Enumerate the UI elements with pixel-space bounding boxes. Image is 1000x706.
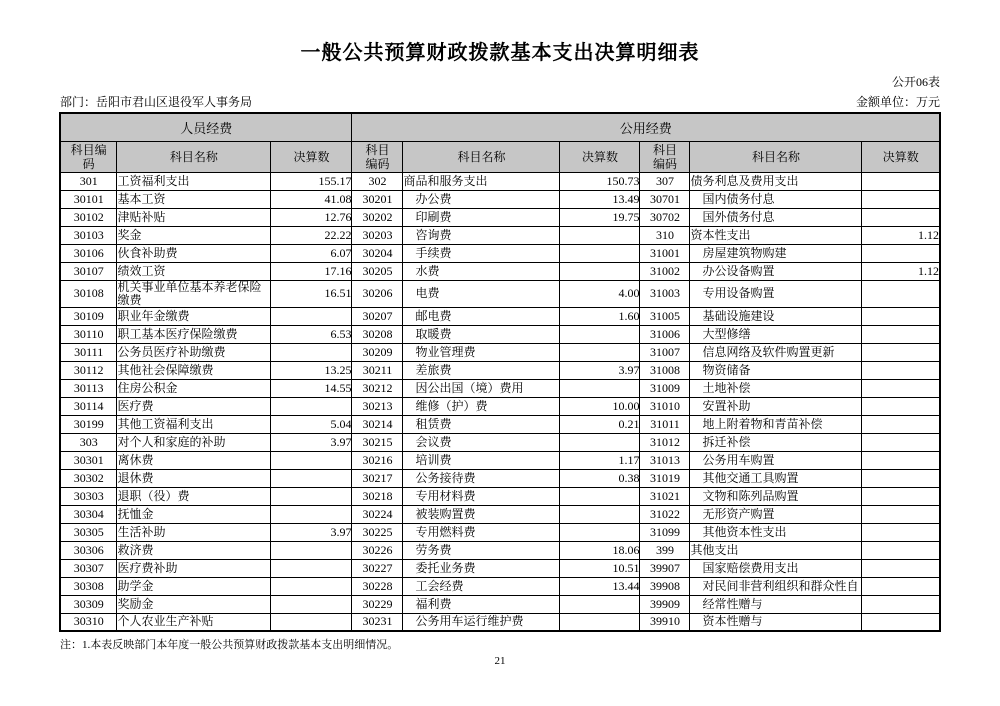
final-amount-cell: 19.75 bbox=[560, 208, 640, 226]
final-amount-cell: 6.07 bbox=[271, 244, 352, 262]
table-row bbox=[60, 505, 940, 523]
final-amount-cell bbox=[862, 559, 940, 577]
subject-name-cell: 物业管理费 bbox=[403, 343, 560, 361]
subject-code-cell: 399 bbox=[640, 541, 690, 559]
subject-code-cell: 30702 bbox=[640, 208, 690, 226]
budget-detail-table bbox=[59, 112, 941, 632]
subject-name-cell: 物资储备 bbox=[690, 361, 862, 379]
subject-name-cell: 公务用车购置 bbox=[690, 451, 862, 469]
final-amount-cell bbox=[862, 469, 940, 487]
final-amount-cell bbox=[862, 307, 940, 325]
subject-name-cell: 经常性赠与 bbox=[690, 595, 862, 613]
subject-name-cell: 电费 bbox=[403, 280, 560, 307]
column-header-row bbox=[60, 141, 940, 172]
subject-code-cell: 30701 bbox=[640, 190, 690, 208]
final-amount-cell bbox=[271, 469, 352, 487]
subject-code-cell: 30228 bbox=[352, 577, 403, 595]
subject-name-cell: 国家赔偿费用支出 bbox=[690, 559, 862, 577]
final-amount-cell: 13.44 bbox=[560, 577, 640, 595]
subject-name-cell: 无形资产购置 bbox=[690, 505, 862, 523]
subject-name-cell: 工会经费 bbox=[403, 577, 560, 595]
final-amount-cell bbox=[862, 577, 940, 595]
subject-code-cell: 30211 bbox=[352, 361, 403, 379]
column-header-cell: 科目编码 bbox=[352, 141, 403, 172]
subject-code-cell: 30102 bbox=[60, 208, 117, 226]
final-amount-cell bbox=[862, 244, 940, 262]
subject-code-cell: 31005 bbox=[640, 307, 690, 325]
table-row bbox=[60, 613, 940, 631]
subject-code-cell: 30301 bbox=[60, 451, 117, 469]
subject-code-cell: 30114 bbox=[60, 397, 117, 415]
subject-code-cell: 30231 bbox=[352, 613, 403, 631]
subject-name-cell: 咨询费 bbox=[403, 226, 560, 244]
subject-code-cell: 30107 bbox=[60, 262, 117, 280]
final-amount-cell: 6.53 bbox=[271, 325, 352, 343]
final-amount-cell bbox=[271, 307, 352, 325]
subject-code-cell: 30214 bbox=[352, 415, 403, 433]
subject-name-cell: 其他社会保障缴费 bbox=[117, 361, 271, 379]
subject-code-cell: 30302 bbox=[60, 469, 117, 487]
subject-code-cell: 31013 bbox=[640, 451, 690, 469]
subject-code-cell: 30204 bbox=[352, 244, 403, 262]
subject-code-cell: 31012 bbox=[640, 433, 690, 451]
table-row bbox=[60, 541, 940, 559]
subject-name-cell: 个人农业生产补贴 bbox=[117, 613, 271, 631]
table-row bbox=[60, 343, 940, 361]
final-amount-cell bbox=[560, 226, 640, 244]
final-amount-cell bbox=[271, 595, 352, 613]
table-row bbox=[60, 379, 940, 397]
subject-code-cell: 30227 bbox=[352, 559, 403, 577]
subject-name-cell: 商品和服务支出 bbox=[403, 172, 560, 190]
final-amount-cell: 12.76 bbox=[271, 208, 352, 226]
final-amount-cell bbox=[560, 262, 640, 280]
subject-code-cell: 31008 bbox=[640, 361, 690, 379]
subject-name-cell: 办公设备购置 bbox=[690, 262, 862, 280]
footnote: 注：1.本表反映部门本年度一般公共预算财政拨款基本支出明细情况。 bbox=[60, 639, 399, 651]
subject-code-cell: 30201 bbox=[352, 190, 403, 208]
final-amount-cell bbox=[862, 379, 940, 397]
final-amount-cell bbox=[560, 433, 640, 451]
subject-name-cell: 工资福利支出 bbox=[117, 172, 271, 190]
table-row bbox=[60, 559, 940, 577]
subject-code-cell: 30225 bbox=[352, 523, 403, 541]
final-amount-cell bbox=[271, 577, 352, 595]
final-amount-cell: 41.08 bbox=[271, 190, 352, 208]
subject-name-cell: 奖金 bbox=[117, 226, 271, 244]
final-amount-cell bbox=[862, 343, 940, 361]
subject-name-cell: 资本性支出 bbox=[690, 226, 862, 244]
subject-code-cell: 30209 bbox=[352, 343, 403, 361]
final-amount-cell: 10.00 bbox=[560, 397, 640, 415]
subject-name-cell: 拆迁补偿 bbox=[690, 433, 862, 451]
subject-code-cell: 302 bbox=[352, 172, 403, 190]
subject-name-cell: 租赁费 bbox=[403, 415, 560, 433]
final-amount-cell bbox=[862, 208, 940, 226]
subject-name-cell: 劳务费 bbox=[403, 541, 560, 559]
subject-code-cell: 30309 bbox=[60, 595, 117, 613]
subject-name-cell: 退职（役）费 bbox=[117, 487, 271, 505]
subject-name-cell: 机关事业单位基本养老保险缴费 bbox=[117, 280, 271, 307]
subject-name-cell: 维修（护）费 bbox=[403, 397, 560, 415]
final-amount-cell bbox=[271, 487, 352, 505]
subject-code-cell: 39910 bbox=[640, 613, 690, 631]
final-amount-cell bbox=[560, 244, 640, 262]
subject-code-cell: 31002 bbox=[640, 262, 690, 280]
subject-name-cell: 公务用车运行维护费 bbox=[403, 613, 560, 631]
table-row bbox=[60, 487, 940, 505]
final-amount-cell bbox=[862, 613, 940, 631]
final-amount-cell: 16.51 bbox=[271, 280, 352, 307]
subject-code-cell: 307 bbox=[640, 172, 690, 190]
table-row bbox=[60, 244, 940, 262]
subject-name-cell: 住房公积金 bbox=[117, 379, 271, 397]
final-amount-cell bbox=[862, 541, 940, 559]
subject-name-cell: 安置补助 bbox=[690, 397, 862, 415]
subject-code-cell: 31019 bbox=[640, 469, 690, 487]
subject-name-cell: 救济费 bbox=[117, 541, 271, 559]
table-row bbox=[60, 595, 940, 613]
subject-code-cell: 30216 bbox=[352, 451, 403, 469]
subject-name-cell: 房屋建筑物购建 bbox=[690, 244, 862, 262]
subject-code-cell: 31011 bbox=[640, 415, 690, 433]
final-amount-cell bbox=[862, 361, 940, 379]
subject-name-cell: 大型修缮 bbox=[690, 325, 862, 343]
final-amount-cell bbox=[560, 505, 640, 523]
final-amount-cell: 3.97 bbox=[560, 361, 640, 379]
final-amount-cell: 1.12 bbox=[862, 226, 940, 244]
table-row bbox=[60, 577, 940, 595]
subject-name-cell: 信息网络及软件购置更新 bbox=[690, 343, 862, 361]
subject-name-cell: 津贴补贴 bbox=[117, 208, 271, 226]
table-row bbox=[60, 361, 940, 379]
table-row bbox=[60, 208, 940, 226]
subject-name-cell: 基础设施建设 bbox=[690, 307, 862, 325]
final-amount-cell bbox=[862, 172, 940, 190]
subject-code-cell: 30215 bbox=[352, 433, 403, 451]
subject-code-cell: 30110 bbox=[60, 325, 117, 343]
final-amount-cell: 18.06 bbox=[560, 541, 640, 559]
table-row bbox=[60, 451, 940, 469]
subject-name-cell: 邮电费 bbox=[403, 307, 560, 325]
subject-name-cell: 地上附着物和青苗补偿 bbox=[690, 415, 862, 433]
table-row bbox=[60, 262, 940, 280]
table-row bbox=[60, 172, 940, 190]
subject-code-cell: 31007 bbox=[640, 343, 690, 361]
subject-name-cell: 绩效工资 bbox=[117, 262, 271, 280]
subject-code-cell: 31006 bbox=[640, 325, 690, 343]
subject-name-cell: 差旅费 bbox=[403, 361, 560, 379]
subject-code-cell: 39909 bbox=[640, 595, 690, 613]
subject-code-cell: 31099 bbox=[640, 523, 690, 541]
subject-code-cell: 31003 bbox=[640, 280, 690, 307]
subject-code-cell: 30308 bbox=[60, 577, 117, 595]
final-amount-cell bbox=[560, 379, 640, 397]
subject-code-cell: 30310 bbox=[60, 613, 117, 631]
subject-name-cell: 委托业务费 bbox=[403, 559, 560, 577]
subject-name-cell: 债务利息及费用支出 bbox=[690, 172, 862, 190]
subject-code-cell: 39908 bbox=[640, 577, 690, 595]
final-amount-cell: 10.51 bbox=[560, 559, 640, 577]
subject-name-cell: 基本工资 bbox=[117, 190, 271, 208]
column-header-cell: 决算数 bbox=[560, 141, 640, 172]
form-number: 公开06表 bbox=[891, 75, 940, 89]
table-row bbox=[60, 523, 940, 541]
final-amount-cell bbox=[271, 451, 352, 469]
subject-code-cell: 30205 bbox=[352, 262, 403, 280]
subject-code-cell: 39907 bbox=[640, 559, 690, 577]
column-header-cell: 科目名称 bbox=[690, 141, 862, 172]
final-amount-cell bbox=[560, 523, 640, 541]
column-header-cell: 决算数 bbox=[862, 141, 940, 172]
final-amount-cell: 22.22 bbox=[271, 226, 352, 244]
subject-code-cell: 30112 bbox=[60, 361, 117, 379]
final-amount-cell bbox=[560, 613, 640, 631]
subject-code-cell: 30202 bbox=[352, 208, 403, 226]
subject-name-cell: 取暖费 bbox=[403, 325, 560, 343]
final-amount-cell bbox=[560, 343, 640, 361]
subject-name-cell: 其他支出 bbox=[690, 541, 862, 559]
page-number: 21 bbox=[494, 655, 506, 667]
subject-name-cell: 生活补助 bbox=[117, 523, 271, 541]
subject-code-cell: 30109 bbox=[60, 307, 117, 325]
table-row bbox=[60, 307, 940, 325]
final-amount-cell bbox=[560, 487, 640, 505]
subject-code-cell: 30203 bbox=[352, 226, 403, 244]
final-amount-cell bbox=[862, 451, 940, 469]
group-header-cell: 人员经费 bbox=[60, 113, 352, 141]
subject-code-cell: 30307 bbox=[60, 559, 117, 577]
column-header-cell: 科目名称 bbox=[117, 141, 271, 172]
subject-code-cell: 30111 bbox=[60, 343, 117, 361]
subject-name-cell: 会议费 bbox=[403, 433, 560, 451]
subject-name-cell: 公务接待费 bbox=[403, 469, 560, 487]
final-amount-cell bbox=[862, 595, 940, 613]
subject-code-cell: 31022 bbox=[640, 505, 690, 523]
final-amount-cell bbox=[271, 343, 352, 361]
subject-code-cell: 30207 bbox=[352, 307, 403, 325]
final-amount-cell: 1.17 bbox=[560, 451, 640, 469]
final-amount-cell bbox=[560, 595, 640, 613]
subject-code-cell: 30226 bbox=[352, 541, 403, 559]
final-amount-cell: 13.49 bbox=[560, 190, 640, 208]
subject-code-cell: 30305 bbox=[60, 523, 117, 541]
subject-code-cell: 30208 bbox=[352, 325, 403, 343]
subject-name-cell: 医疗费 bbox=[117, 397, 271, 415]
subject-code-cell: 303 bbox=[60, 433, 117, 451]
table-header bbox=[60, 113, 940, 172]
table-row bbox=[60, 190, 940, 208]
subject-name-cell: 退休费 bbox=[117, 469, 271, 487]
final-amount-cell: 0.38 bbox=[560, 469, 640, 487]
subject-name-cell: 国内债务付息 bbox=[690, 190, 862, 208]
subject-name-cell: 专用设备购置 bbox=[690, 280, 862, 307]
subject-code-cell: 30304 bbox=[60, 505, 117, 523]
subject-code-cell: 30212 bbox=[352, 379, 403, 397]
final-amount-cell bbox=[271, 505, 352, 523]
subject-name-cell: 水费 bbox=[403, 262, 560, 280]
subject-code-cell: 30206 bbox=[352, 280, 403, 307]
table-row bbox=[60, 325, 940, 343]
subject-name-cell: 对民间非营利组织和群众性自 bbox=[690, 577, 862, 595]
final-amount-cell: 13.25 bbox=[271, 361, 352, 379]
final-amount-cell: 150.73 bbox=[560, 172, 640, 190]
table-body bbox=[60, 172, 940, 631]
final-amount-cell bbox=[560, 325, 640, 343]
subject-name-cell: 土地补偿 bbox=[690, 379, 862, 397]
subject-name-cell: 公务员医疗补助缴费 bbox=[117, 343, 271, 361]
subject-name-cell: 医疗费补助 bbox=[117, 559, 271, 577]
subject-code-cell: 31009 bbox=[640, 379, 690, 397]
group-header-cell: 公用经费 bbox=[352, 113, 940, 141]
final-amount-cell bbox=[862, 415, 940, 433]
subject-name-cell: 助学金 bbox=[117, 577, 271, 595]
subject-code-cell: 30306 bbox=[60, 541, 117, 559]
subject-name-cell: 办公费 bbox=[403, 190, 560, 208]
final-amount-cell: 155.17 bbox=[271, 172, 352, 190]
subject-name-cell: 手续费 bbox=[403, 244, 560, 262]
table-row bbox=[60, 397, 940, 415]
subject-name-cell: 伙食补助费 bbox=[117, 244, 271, 262]
final-amount-cell: 3.97 bbox=[271, 433, 352, 451]
subject-name-cell: 职工基本医疗保险缴费 bbox=[117, 325, 271, 343]
final-amount-cell: 5.04 bbox=[271, 415, 352, 433]
subject-code-cell: 30101 bbox=[60, 190, 117, 208]
subject-name-cell: 印刷费 bbox=[403, 208, 560, 226]
subject-code-cell: 310 bbox=[640, 226, 690, 244]
subject-name-cell: 职业年金缴费 bbox=[117, 307, 271, 325]
final-amount-cell: 1.60 bbox=[560, 307, 640, 325]
subject-name-cell: 被装购置费 bbox=[403, 505, 560, 523]
final-amount-cell: 3.97 bbox=[271, 523, 352, 541]
final-amount-cell bbox=[862, 325, 940, 343]
final-amount-cell: 1.12 bbox=[862, 262, 940, 280]
subject-name-cell: 对个人和家庭的补助 bbox=[117, 433, 271, 451]
subject-name-cell: 专用材料费 bbox=[403, 487, 560, 505]
subject-code-cell: 30229 bbox=[352, 595, 403, 613]
subject-code-cell: 30199 bbox=[60, 415, 117, 433]
amount-unit-label: 金额单位：万元 bbox=[855, 95, 940, 109]
subject-code-cell: 30224 bbox=[352, 505, 403, 523]
final-amount-cell: 0.21 bbox=[560, 415, 640, 433]
group-header-row bbox=[60, 113, 940, 141]
subject-name-cell: 其他资本性支出 bbox=[690, 523, 862, 541]
subject-name-cell: 奖励金 bbox=[117, 595, 271, 613]
subject-name-cell: 国外债务付息 bbox=[690, 208, 862, 226]
final-amount-cell bbox=[271, 541, 352, 559]
table-row bbox=[60, 280, 940, 307]
final-amount-cell bbox=[271, 613, 352, 631]
table-row bbox=[60, 226, 940, 244]
page-title: 一般公共预算财政拨款基本支出决算明细表 bbox=[300, 42, 700, 64]
department-label: 部门：岳阳市君山区退役军人事务局 bbox=[60, 95, 253, 109]
final-amount-cell bbox=[271, 397, 352, 415]
subject-code-cell: 30108 bbox=[60, 280, 117, 307]
subject-name-cell: 资本性赠与 bbox=[690, 613, 862, 631]
subject-name-cell: 其他工资福利支出 bbox=[117, 415, 271, 433]
subject-code-cell: 30217 bbox=[352, 469, 403, 487]
subject-name-cell: 其他交通工具购置 bbox=[690, 469, 862, 487]
subject-code-cell: 31021 bbox=[640, 487, 690, 505]
subject-name-cell: 离休费 bbox=[117, 451, 271, 469]
subject-code-cell: 30303 bbox=[60, 487, 117, 505]
final-amount-cell bbox=[862, 190, 940, 208]
final-amount-cell bbox=[862, 433, 940, 451]
subject-name-cell: 因公出国（境）费用 bbox=[403, 379, 560, 397]
final-amount-cell: 17.16 bbox=[271, 262, 352, 280]
subject-code-cell: 31001 bbox=[640, 244, 690, 262]
final-amount-cell bbox=[271, 559, 352, 577]
subject-name-cell: 福利费 bbox=[403, 595, 560, 613]
table-row bbox=[60, 433, 940, 451]
subject-name-cell: 专用燃料费 bbox=[403, 523, 560, 541]
column-header-cell: 科目编码 bbox=[640, 141, 690, 172]
table-row bbox=[60, 469, 940, 487]
final-amount-cell bbox=[862, 397, 940, 415]
column-header-cell: 科目名称 bbox=[403, 141, 560, 172]
table-row bbox=[60, 415, 940, 433]
final-amount-cell bbox=[862, 505, 940, 523]
subject-name-cell: 抚恤金 bbox=[117, 505, 271, 523]
subject-code-cell: 30113 bbox=[60, 379, 117, 397]
subject-code-cell: 301 bbox=[60, 172, 117, 190]
column-header-cell: 决算数 bbox=[271, 141, 352, 172]
final-amount-cell bbox=[862, 487, 940, 505]
subject-name-cell: 培训费 bbox=[403, 451, 560, 469]
final-amount-cell bbox=[862, 280, 940, 307]
subject-code-cell: 30218 bbox=[352, 487, 403, 505]
subject-code-cell: 31010 bbox=[640, 397, 690, 415]
final-amount-cell bbox=[862, 523, 940, 541]
final-amount-cell: 4.00 bbox=[560, 280, 640, 307]
subject-name-cell: 文物和陈列品购置 bbox=[690, 487, 862, 505]
subject-code-cell: 30213 bbox=[352, 397, 403, 415]
final-amount-cell: 14.55 bbox=[271, 379, 352, 397]
column-header-cell: 科目编码 bbox=[60, 141, 117, 172]
subject-code-cell: 30106 bbox=[60, 244, 117, 262]
subject-code-cell: 30103 bbox=[60, 226, 117, 244]
